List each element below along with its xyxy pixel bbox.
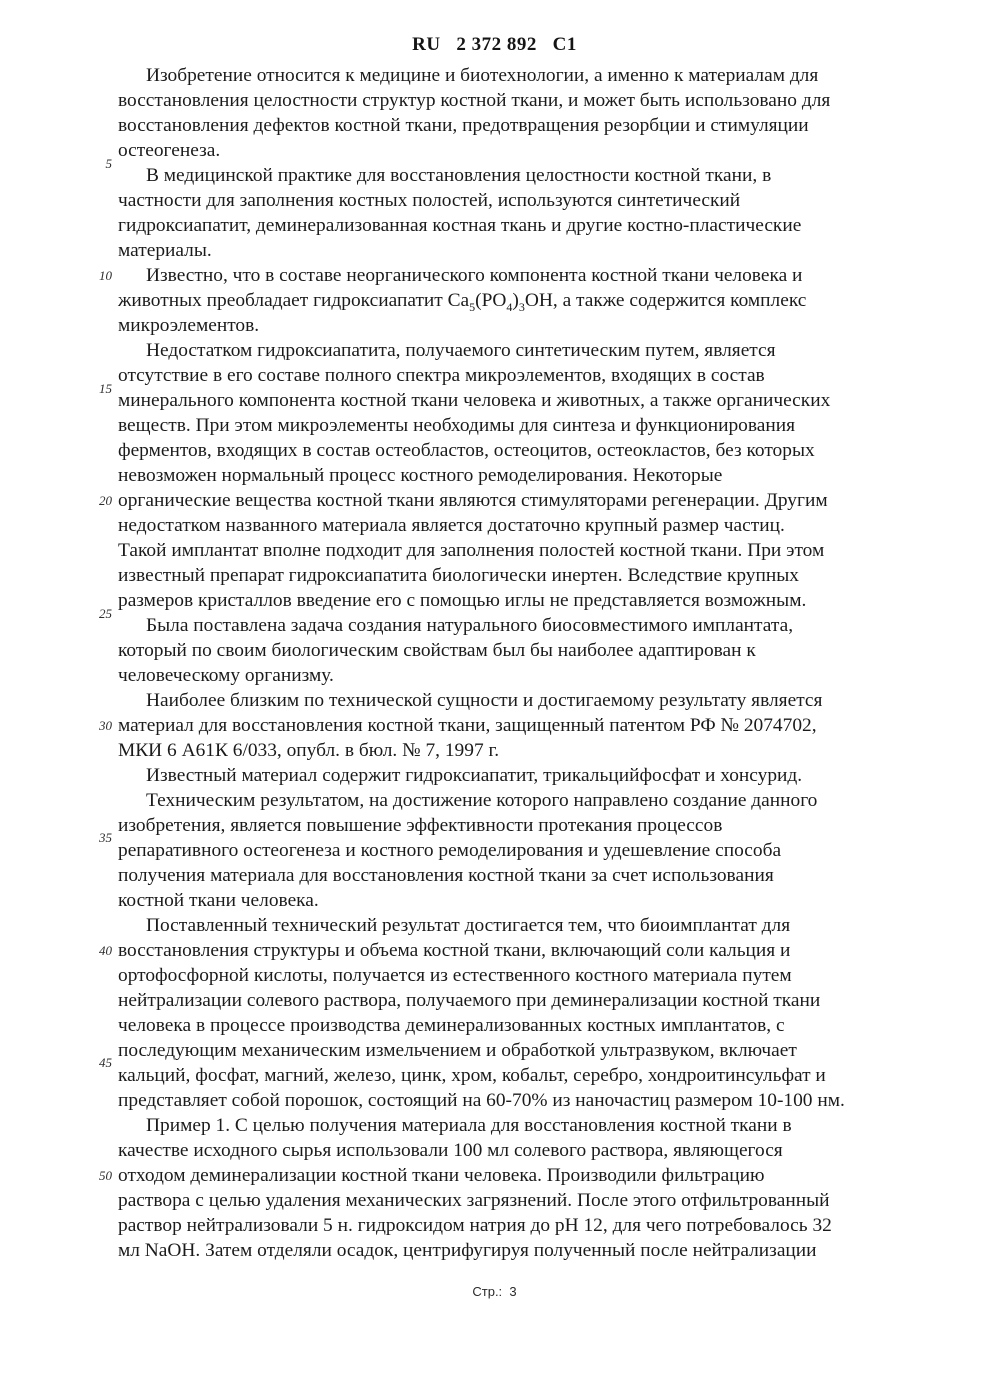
text-line: Недостатком гидроксиапатита, получаемого синтетическим путем, является [146, 340, 776, 361]
margin-line-number: 10 [99, 268, 112, 283]
text-line: материал для восстановления костной ткани, защищенный патентом РФ № 2074702, [118, 715, 817, 736]
text-line: мл NaOH. Затем отделяли осадок, центрифугируя полученный после нейтрализации [118, 1240, 817, 1261]
text-line: веществ. При этом микроэлементы необходимы для синтеза и функционирования [118, 415, 796, 436]
text-line: материалы. [118, 240, 212, 261]
text-line: который по своим биологическим свойствам был бы наиболее адаптирован к [118, 640, 756, 661]
text-line: МКИ 6 А61К 6/033, опубл. в бюл. № 7, 1997 г. [118, 740, 500, 761]
text-line: минерального компонента костной ткани человека и животных, а также органических [118, 390, 831, 411]
text-line: гидроксиапатит, деминерализованная костная ткань и другие костно-пластические [118, 215, 802, 236]
page-number-footer: Стр.: 3 [472, 1284, 517, 1299]
text-line: представляет собой порошок, состоящий на 60-70% из наночастиц размером 10-100 нм. [118, 1090, 845, 1111]
line-number-gutter [88, 0, 112, 1400]
text-line: человеческому организму. [118, 665, 334, 686]
text-line: микроэлементов. [118, 315, 260, 336]
text-line: Была поставлена задача создания натурального биосовместимого имплантата, [146, 615, 794, 636]
text-line: недостатком названного материала является достаточно крупный размер частиц. [118, 515, 785, 536]
formula-subscript: 4 [506, 299, 513, 314]
text-line: раствора с целью удаления механических загрязнений. После этого отфильтрованный [118, 1190, 830, 1211]
margin-line-number: 30 [99, 718, 112, 733]
text-line: Изобретение относится к медицине и биотехнологии, а именно к материалам для [146, 65, 819, 86]
text-line: Техническим результатом, на достижение которого направлено создание данного [146, 790, 818, 811]
text-line: невозможен нормальный процесс костного ремоделирования. Некоторые [118, 465, 723, 486]
text-line: репаративного остеогенеза и костного ремоделирования и удешевление способа [118, 840, 782, 861]
text-line: ортофосфорной кислоты, получается из естественного костного материала путем [118, 965, 792, 986]
text-line: восстановления целостности структур костной ткани, и может быть использовано для [118, 90, 831, 111]
text-line: остеогенеза. [118, 140, 221, 161]
text-line: размеров кристаллов введение его с помощью иглы не представляется возможным. [118, 590, 807, 611]
text-line: известный препарат гидроксиапатита биологически инертен. Вследствие крупных [118, 565, 799, 586]
text-line: Известно, что в составе неорганического компонента костной ткани человека и [146, 265, 803, 286]
text-line: органические вещества костной ткани являются стимуляторами регенерации. Другим [118, 490, 828, 511]
margin-line-number: 40 [99, 943, 112, 958]
margin-line-number: 35 [99, 830, 112, 845]
text-line: животных преобладает гидроксиапатит $Ca_5(PO_4)_3OH$, а также содержится комплекс [118, 290, 807, 314]
text-line: кальций, фосфат, магний, железо, цинк, хром, кобальт, серебро, хондроитинсульфат и [118, 1065, 826, 1086]
text-line: Пример 1. С целью получения материала для восстановления костной ткани в [146, 1115, 792, 1136]
text-line: восстановления структуры и объема костной ткани, включающий соли кальция и [118, 940, 791, 961]
text-line: раствор нейтрализовали 5 н. гидроксидом натрия до pH 12, для чего потребовалось 32 [118, 1215, 832, 1236]
margin-line-number: 45 [99, 1055, 112, 1070]
text-line: нейтрализации солевого раствора, получаемого при деминерализации костной ткани [118, 990, 821, 1011]
margin-line-number: 5 [105, 156, 112, 171]
text-line: Такой имплантат вполне подходит для заполнения полостей костной ткани. При этом [118, 540, 825, 561]
margin-line-number: 25 [99, 606, 112, 621]
text-line: отходом деминерализации костной ткани человека. Производили фильтрацию [118, 1165, 765, 1186]
margin-line-number: 15 [99, 381, 112, 396]
text-line: последующим механическим измельчением и обработкой ультразвуком, включает [118, 1040, 797, 1061]
margin-line-number: 20 [99, 493, 112, 508]
text-line: восстановления дефектов костной ткани, предотвращения резорбции и стимуляции [118, 115, 809, 136]
text-line: отсутствие в его составе полного спектра микроэлементов, входящих в состав [118, 365, 765, 386]
text-line: Наиболее близким по технической сущности и достигаемому результату является [146, 690, 823, 711]
formula-subscript: 3 [518, 299, 525, 314]
text-line: В медицинской практике для восстановления целостности костной ткани, в [146, 165, 772, 186]
text-line: качестве исходного сырья использовали 100 мл солевого раствора, являющегося [118, 1140, 783, 1161]
text-line: получения материала для восстановления костной ткани за счет использования [118, 865, 774, 886]
text-line: Поставленный технический результат достигается тем, что биоимплантат для [146, 915, 791, 936]
text-line: человека в процессе производства деминерализованных костных имплантатов, с [118, 1015, 785, 1036]
margin-line-number: 50 [99, 1168, 112, 1183]
text-line: частности для заполнения костных полостей, используются синтетический [118, 190, 741, 211]
formula-subscript: 5 [469, 299, 476, 314]
text-line: изобретения, является повышение эффективности протекания процессов [118, 815, 723, 836]
text-line: ферментов, входящих в состав остеобластов, остеоцитов, остеокластов, без которых [118, 440, 815, 461]
text-line: костной ткани человека. [118, 890, 319, 911]
patent-publication-number: RU 2 372 892 C1 [412, 34, 577, 55]
text-line: Известный материал содержит гидроксиапатит, трикальцийфосфат и хонсурид. [146, 765, 803, 786]
patent-body-text [118, 63, 908, 1263]
